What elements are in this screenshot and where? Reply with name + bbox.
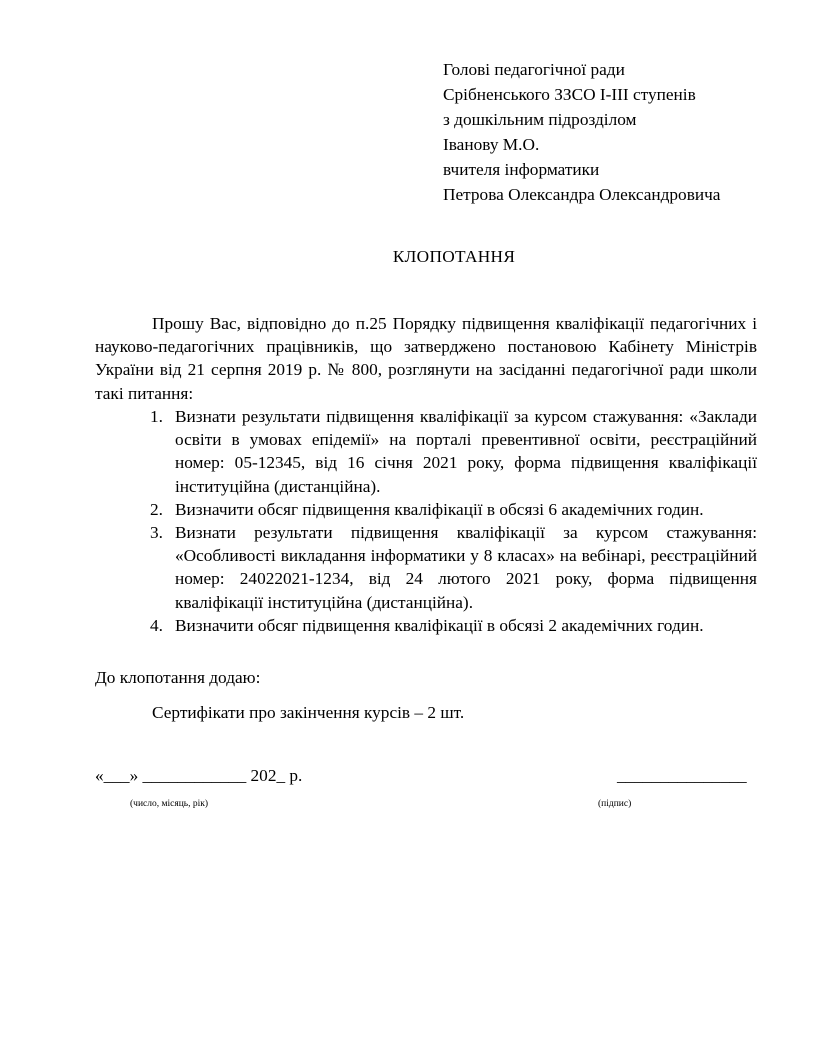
- addressee-line: Іванову М.О.: [443, 135, 540, 154]
- list-item-number: 4.: [150, 615, 163, 635]
- list-item-number: 3.: [150, 523, 163, 543]
- intro-paragraph: Прошу Вас, відповідно до п.25 Порядку підвищення кваліфікації педагогічних і науково-педагогічних працівників, що затверджено постановою Кабінету Міністрів України від 21 серпня 2019 р. № 800, розглянути на засіданні педагогічної ради школи такі питання:: [95, 314, 757, 403]
- addressee-line: Голові педагогічної ради: [443, 60, 625, 79]
- addressee-line: з дошкільним підрозділом: [443, 110, 637, 129]
- list-item: [150, 405, 757, 498]
- signature-caption: (підпис): [598, 799, 632, 809]
- list-item-text: Визначити обсяг підвищення кваліфікації в обсязі 2 академічних годин.: [175, 615, 704, 635]
- document-title: КЛОПОТАННЯ: [392, 247, 516, 266]
- list-item: [150, 521, 757, 614]
- list-item-number: 1.: [150, 407, 163, 426]
- request-list: [150, 405, 757, 637]
- addressee-line: Петрова Олександра Олександровича: [443, 185, 721, 204]
- list-item: [150, 498, 757, 521]
- addressee-line: Срібненського ЗЗСО І-ІІІ ступенів: [443, 85, 696, 104]
- signature-field: _______________: [617, 766, 747, 785]
- list-item-number: 2.: [150, 499, 163, 519]
- addressee-line: вчителя інформатики: [443, 160, 600, 179]
- date-caption: (число, місяць, рік): [130, 799, 209, 809]
- attachment-item: Сертифікати про закінчення курсів – 2 шт.: [152, 703, 465, 722]
- list-item-text: Визнати результати підвищення кваліфікації за курсом стажування: «Особливості викладання інформатики у 8 класах» на вебінарі, реєстраційний номер: 24022021-1234, від 24 лютого 2021 року, форма підвищення кваліфікації інституційна (дистанційна).: [175, 523, 757, 612]
- list-item-text: Визнати результати підвищення кваліфікації за курсом стажування: «Заклади освіти в умовах епідемії» на порталі превентивної освіти, реєстраційний номер: 05-12345, від 16 січня 2021 року, форма підвищення кваліфікації інституційна (дистанційна).: [175, 407, 757, 496]
- addressee-block: [443, 57, 720, 207]
- attachment-label: До клопотання додаю:: [95, 668, 261, 687]
- date-field: «___» ____________ 202_ р.: [95, 766, 303, 785]
- list-item-text: Визначити обсяг підвищення кваліфікації в обсязі 6 академічних годин.: [175, 499, 704, 519]
- list-item: [150, 614, 757, 637]
